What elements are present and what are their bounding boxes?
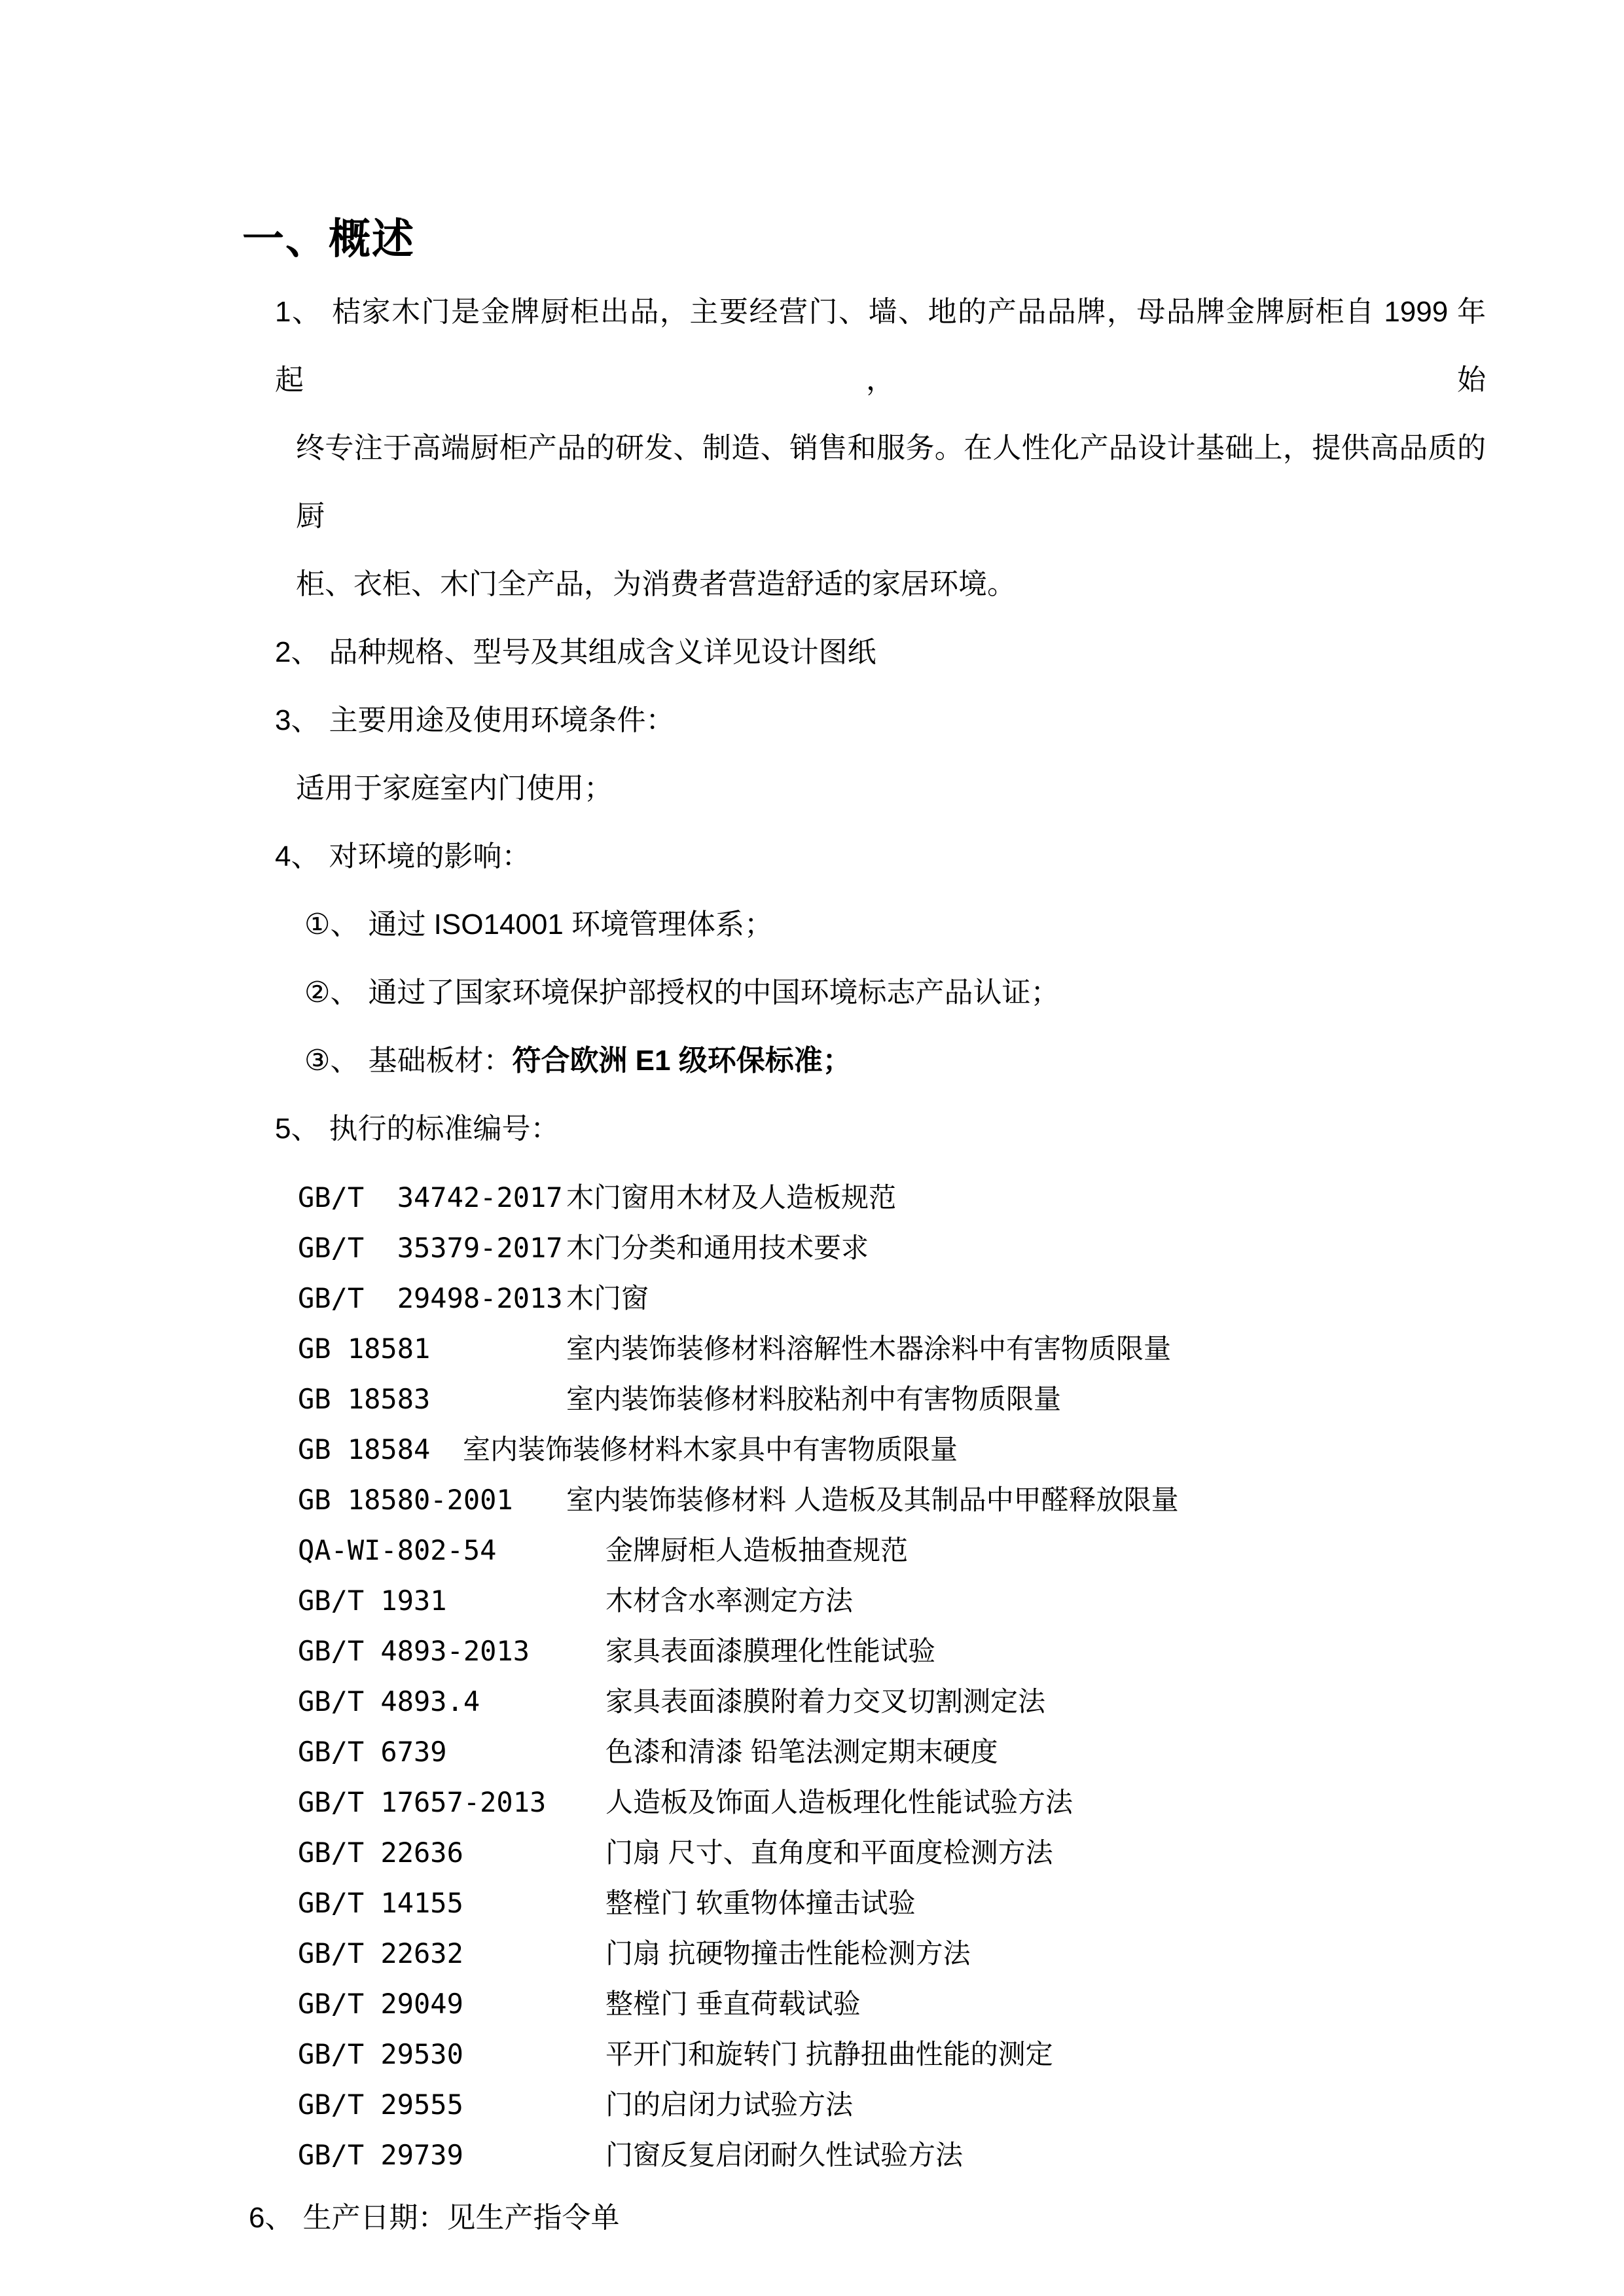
item-1-line-1 [275, 278, 1486, 414]
sub-item-3-text: 基础板材： [368, 1045, 513, 1077]
standard-code: GB/T 35379-2017 [298, 1232, 563, 1264]
standard-code: GB/T 22632 [298, 1937, 463, 1969]
sub-item-2-marker: ②、 [304, 977, 359, 1009]
standard-row [298, 1676, 1493, 1727]
item-6-number: 6、 [249, 2202, 294, 2234]
standard-row [298, 1172, 1493, 1223]
item-4-number: 4、 [275, 840, 320, 872]
standard-code: GB/T 22636 [298, 1837, 463, 1869]
sub-item-1 [304, 891, 1493, 959]
item-5-number: 5、 [275, 1113, 320, 1145]
standard-code: GB/T 1931 [298, 1585, 447, 1617]
standard-code: GB/T 6739 [298, 1736, 447, 1768]
item-1-text: 桔家木门是金牌厨柜出品，主要经营门、墙、地的产品品牌，母品牌金牌厨柜自 1999 年起，始 [275, 296, 1486, 396]
standard-name: 木门窗用木材及人造板规范 [566, 1182, 897, 1213]
standard-code: GB/T 29049 [298, 1988, 463, 2020]
item-3-number: 3、 [275, 704, 320, 736]
standard-code: GB/T 29530 [298, 2038, 463, 2070]
sub-item-3-bold-text: 符合欧洲 E1 级环保标准； [512, 1045, 852, 1077]
standard-name: 门扇 抗硬物撞击性能检测方法 [605, 1938, 971, 1969]
standard-row [298, 2079, 1493, 2130]
sub-item-1-text: 通过 ISO14001 环境管理体系； [368, 908, 774, 941]
standard-row [298, 1979, 1493, 2029]
standard-code: QA-WI-802-54 [298, 1534, 497, 1566]
standard-row [298, 1727, 1493, 1777]
standard-code: GB/T 17657-2013 [298, 1786, 547, 1818]
standard-name: 室内装饰装修材料溶解性木器涂料中有害物质限量 [566, 1333, 1172, 1364]
item-2-number: 2、 [275, 636, 320, 668]
sub-item-3 [304, 1027, 1493, 1095]
standard-row [298, 2130, 1493, 2180]
standard-row [298, 1374, 1493, 1424]
standard-name: 色漆和清漆 铅笔法测定期末硬度 [605, 1736, 998, 1767]
item-3-text: 主要用途及使用环境条件： [329, 704, 675, 736]
standard-code: GB/T 14155 [298, 1887, 463, 1919]
item-3 [275, 687, 1493, 755]
standard-name: 室内装饰装修材料胶粘剂中有害物质限量 [566, 1384, 1062, 1414]
standard-name: 门的启闭力试验方法 [605, 2089, 854, 2120]
item-6-text: 生产日期：见生产指令单 [302, 2202, 620, 2234]
standard-row [298, 1777, 1493, 1827]
item-2 [275, 619, 1493, 687]
standard-code: GB 18584 [298, 1433, 431, 1465]
standard-code: GB 18581 [298, 1333, 431, 1365]
sub-item-3-marker: ③、 [304, 1045, 359, 1077]
standard-name: 人造板及饰面人造板理化性能试验方法 [605, 1787, 1074, 1818]
standard-name: 木门分类和通用技术要求 [566, 1232, 869, 1263]
standard-name: 平开门和旋转门 抗静扭曲性能的测定 [605, 2039, 1053, 2070]
item-1-line-2: 终专注于高端厨柜产品的研发、制造、销售和服务。在人性化产品设计基础上，提供高品质的厨 [296, 432, 1486, 532]
standard-name: 整樘门 垂直荷载试验 [605, 1988, 861, 2019]
item-4-text: 对环境的影响： [329, 840, 531, 872]
item-3-note: 适用于家庭室内门使用； [296, 772, 613, 804]
standard-name: 木材含水率测定方法 [605, 1585, 854, 1616]
standard-code: GB 18583 [298, 1383, 431, 1415]
standard-name: 家具表面漆膜附着力交叉切割测定法 [605, 1686, 1046, 1717]
standard-code: GB/T 29739 [298, 2139, 463, 2171]
sub-item-2-text: 通过了国家环境保护部授权的中国环境标志产品认证； [368, 977, 1060, 1009]
standard-name: 室内装饰装修材料木家具中有害物质限量 [463, 1434, 958, 1465]
standard-row [298, 2029, 1493, 2079]
standard-code: GB/T 4893.4 [298, 1685, 480, 1717]
standard-code: GB/T 4893-2013 [298, 1635, 530, 1667]
standard-name: 家具表面漆膜理化性能试验 [605, 1636, 936, 1666]
standard-code: GB/T 29498-2013 [298, 1282, 563, 1314]
standard-name: 整樘门 软重物体撞击试验 [605, 1888, 916, 1918]
standards-list [298, 1172, 1493, 2180]
standard-row [298, 1575, 1493, 1626]
standard-row [298, 1626, 1493, 1676]
item-6 [249, 2184, 1493, 2252]
standard-row [298, 1525, 1493, 1575]
standard-code: GB/T 34742-2017 [298, 1181, 563, 1213]
standard-name: 门窗反复启闭耐久性试验方法 [605, 2140, 964, 2170]
standard-code: GB 18580-2001 [298, 1484, 513, 1516]
section-heading: 一、概述 [242, 215, 415, 262]
item-1-number: 1、 [275, 296, 322, 328]
standard-row [298, 1424, 1493, 1475]
standard-row [298, 1928, 1493, 1979]
standard-name: 木门窗 [566, 1283, 649, 1314]
standard-name: 室内装饰装修材料 人造板及其制品中甲醛释放限量 [566, 1484, 1179, 1515]
sub-item-1-marker: ①、 [304, 908, 359, 941]
standard-row [298, 1475, 1493, 1525]
item-2-text: 品种规格、型号及其组成含义详见设计图纸 [329, 636, 876, 668]
item-5-text: 执行的标准编号： [329, 1113, 560, 1145]
standard-name: 金牌厨柜人造板抽查规范 [605, 1535, 909, 1566]
standard-row [298, 1878, 1493, 1928]
standard-row [298, 1223, 1493, 1273]
standard-row [298, 1273, 1493, 1323]
sub-item-2 [304, 959, 1493, 1027]
item-4 [275, 823, 1493, 891]
item-5 [275, 1095, 1493, 1163]
standard-code: GB/T 29555 [298, 2089, 463, 2121]
standard-name: 门扇 尺寸、直角度和平面度检测方法 [605, 1837, 1053, 1868]
item-1-line-3: 柜、衣柜、木门全产品，为消费者营造舒适的家居环境。 [296, 568, 1016, 600]
standard-row [298, 1323, 1493, 1374]
standard-row [298, 1827, 1493, 1878]
